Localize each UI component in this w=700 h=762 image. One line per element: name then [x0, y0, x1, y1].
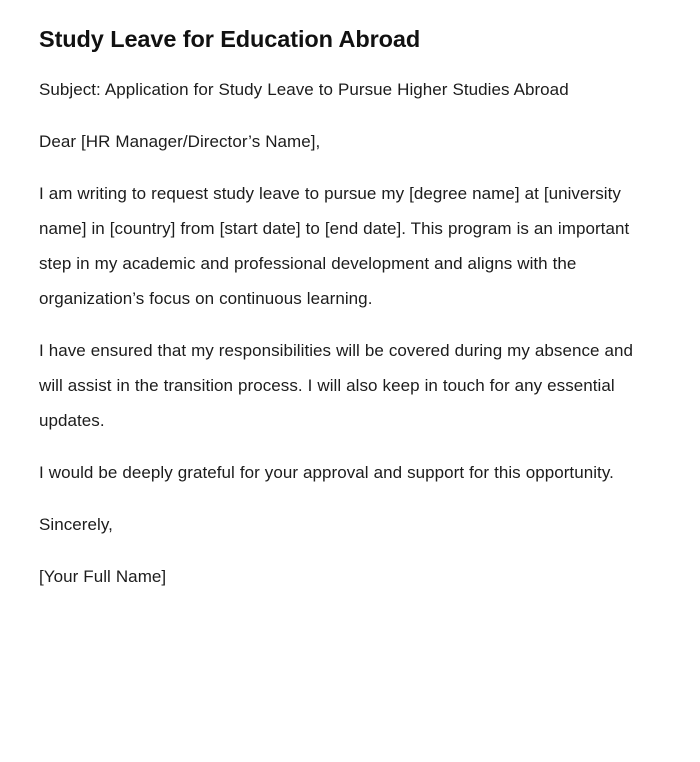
paragraph-gratitude: I would be deeply grateful for your approval and support for this opportunity. [39, 463, 614, 482]
letter-body [39, 72, 642, 594]
paragraph-signature-name: [Your Full Name] [39, 567, 167, 586]
paragraph-responsibilities: I have ensured that my responsibilities will be covered during my absence and will assist in the transition process. I will also keep in touch for any essential updates. [39, 341, 634, 430]
paragraph-closing: Sincerely, [39, 515, 113, 534]
paragraph-salutation: Dear [HR Manager/Director’s Name], [39, 132, 321, 151]
paragraph-request-details: I am writing to request study leave to pursue my [degree name] at [university name] in [country] from [start date] to [end date]. This program is an important step in my academic and professional development and aligns with the organization’s focus on continuous learning. [39, 184, 630, 308]
paragraph-subject: Subject: Application for Study Leave to Pursue Higher Studies Abroad [39, 80, 569, 99]
page-title: Study Leave for Education Abroad [39, 26, 421, 52]
